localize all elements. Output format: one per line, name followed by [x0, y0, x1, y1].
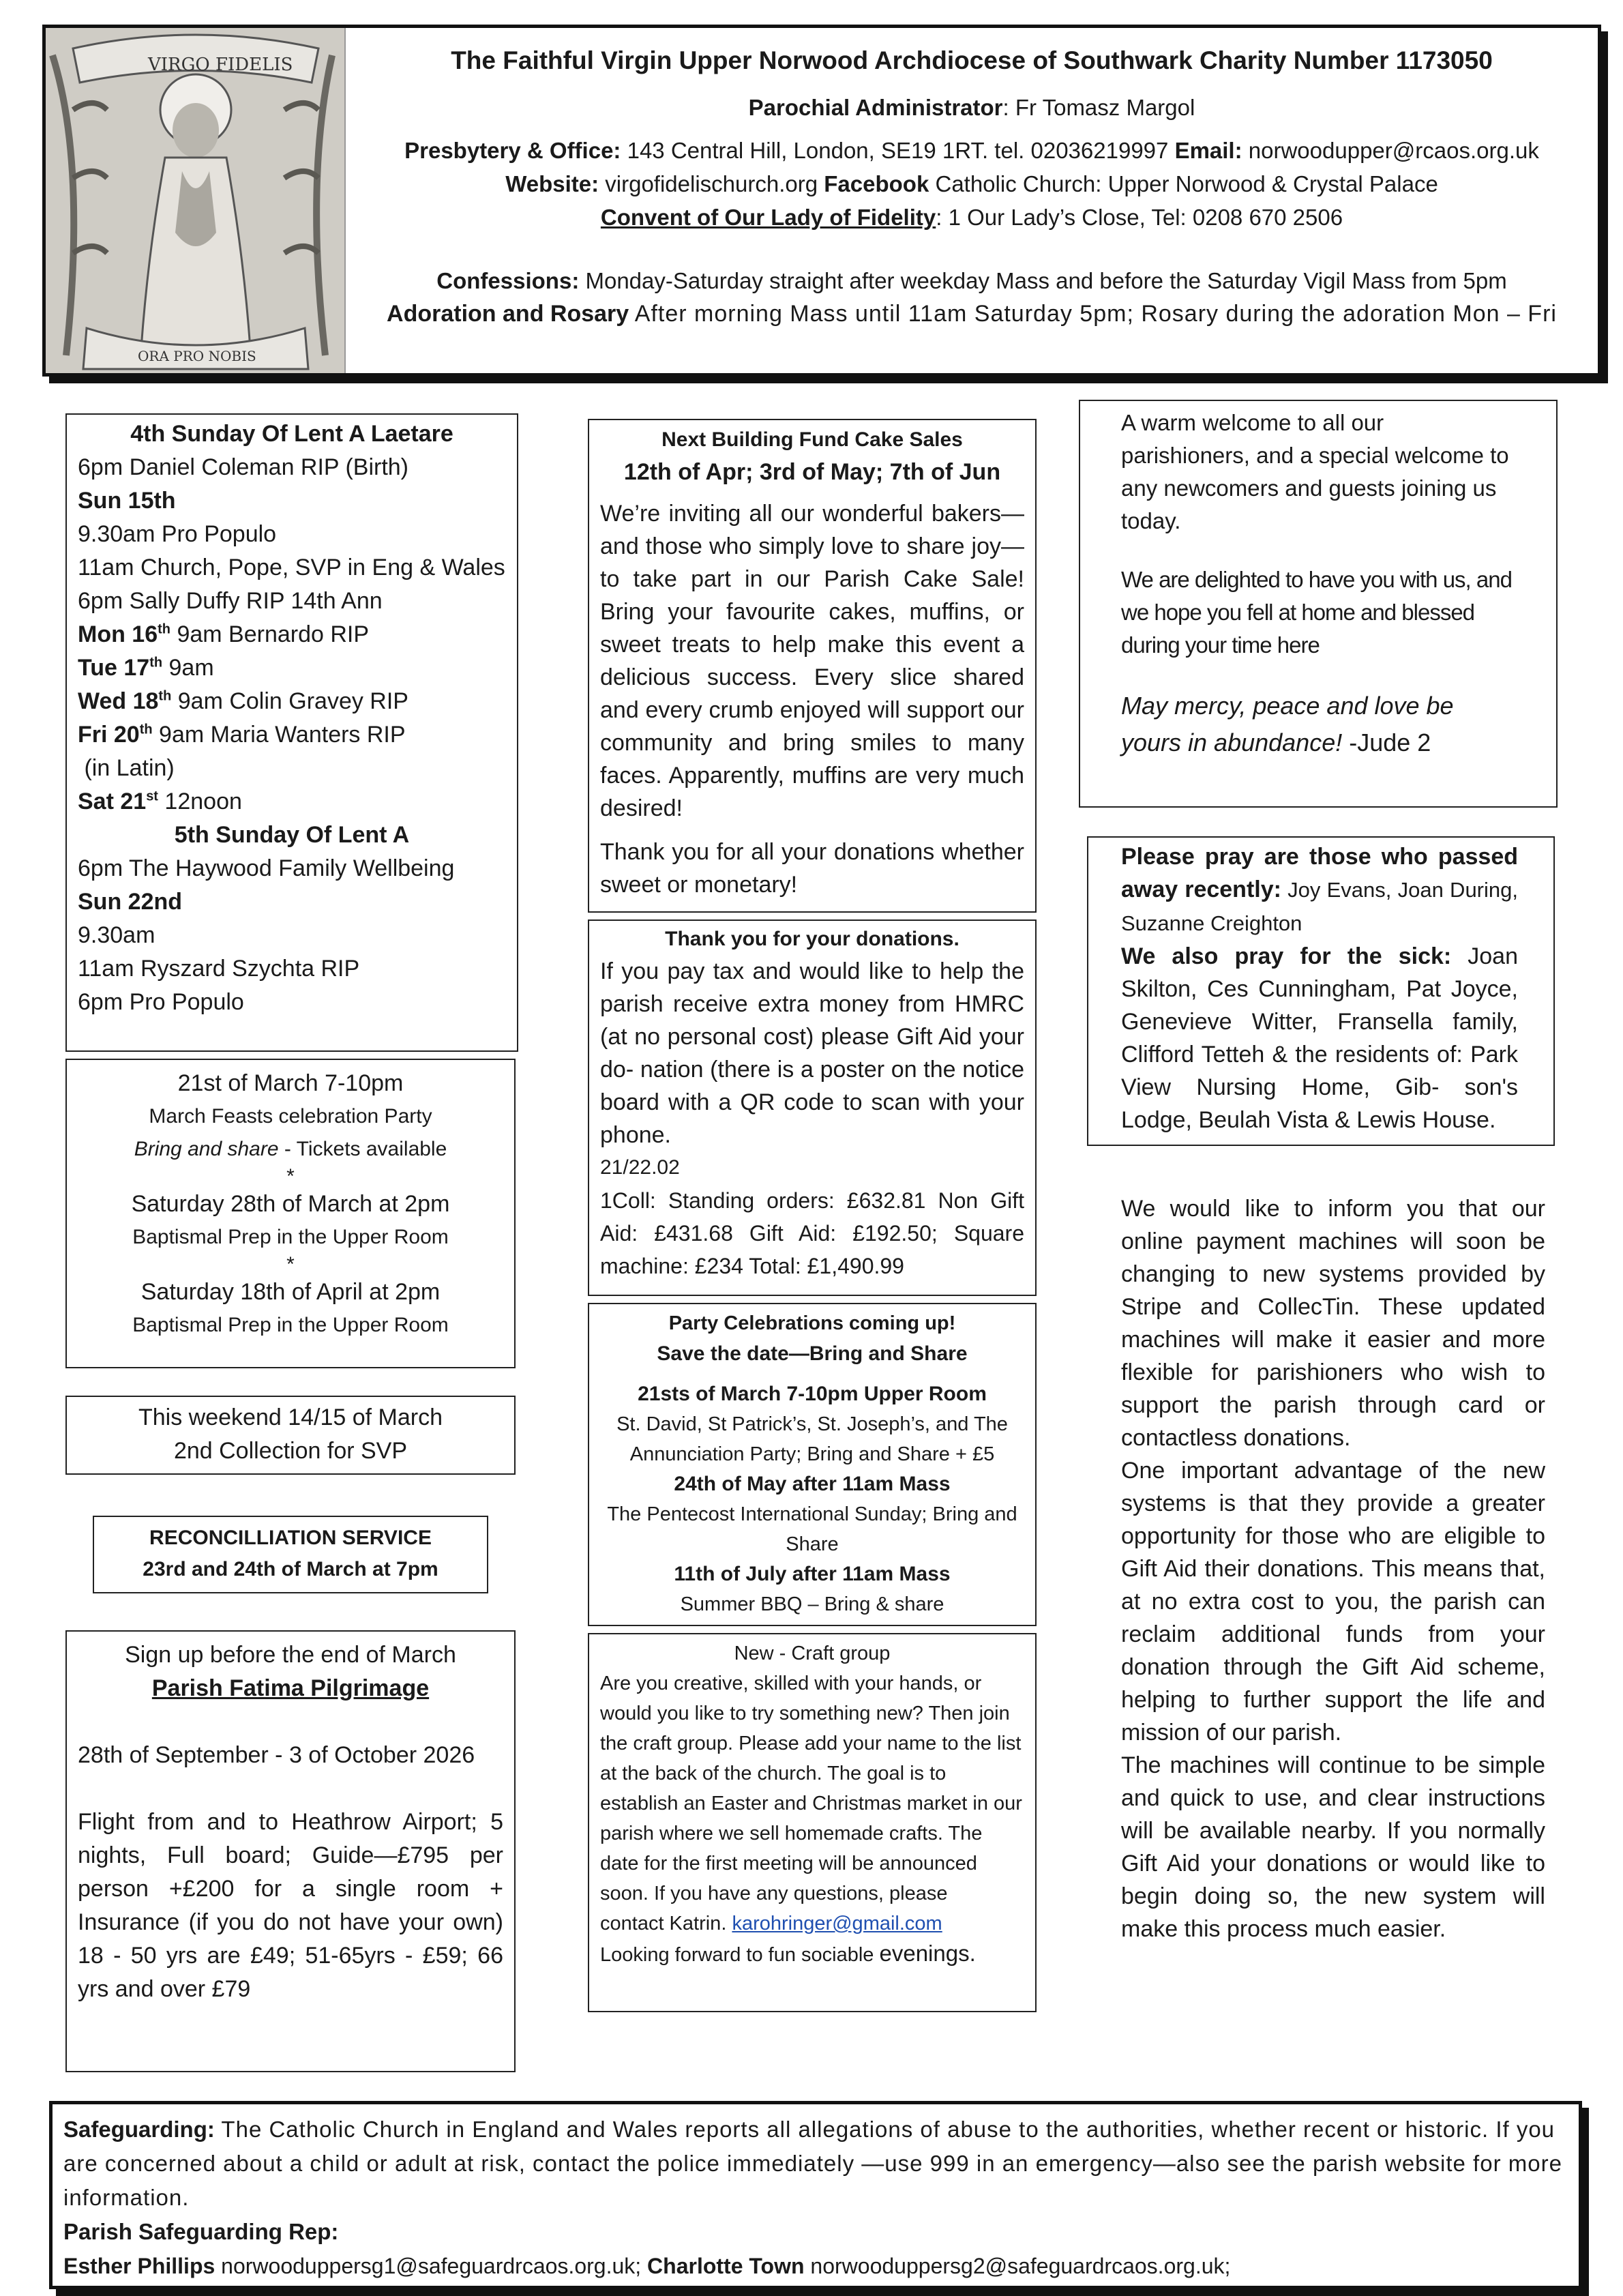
schedule-line: 11am Ryszard Szychta RIP: [78, 956, 360, 982]
donations-box: [588, 919, 1037, 1296]
event-date: Saturday 18th of April at 2pm: [140, 1279, 441, 1305]
pilgrimage-title: Parish Fatima Pilgrimage: [151, 1675, 430, 1701]
party-event-text: St. David, St Patrick’s, St. Joseph’s, and The Annunciation Party; Bring and Share + £5: [616, 1413, 1008, 1465]
event-title: Baptismal Prep in the Upper Room: [132, 1226, 449, 1248]
pilgrimage-box: [65, 1630, 516, 2072]
schedule-day-mon: Mon 16th 9am Bernardo RIP: [78, 621, 370, 647]
party-title: Party Celebrations coming up!: [668, 1312, 956, 1334]
cake-sale-thanks: Thank you for all your donations whether sweet or monetary!: [600, 839, 1024, 898]
party-event-title: 11th of July after 11am Mass: [674, 1563, 951, 1585]
prayers-sick: We also pray for the sick: Joan Skilton, Ces Cunningham, Pat Joyce, Genevieve Witter, Fransella family, Clifford Tetteh & the residents of: Park View Nursing Home, Gib- son's Lodge, Beulah Vista & Lewis House.: [1121, 943, 1518, 1133]
safeguarding-text: Safeguarding: The Catholic Church in England and Wales reports all allegations of abuse to the authorities, whether recent or historic. If you are concerned about a child or adult at risk, contact the police immediately —use 999 in an emergency—also see the parish website for more information.: [63, 2117, 1562, 2210]
event-date: Saturday 28th of March at 2pm: [131, 1191, 450, 1217]
cake-sale-dates: 12th of Apr; 3rd of May; 7th of Jun: [623, 459, 1001, 485]
craft-contact: contact Katrin. karohringer@gmail.com: [600, 1913, 942, 1934]
cake-sale-title: Next Building Fund Cake Sales: [661, 428, 963, 451]
statue-illustration: [46, 28, 346, 373]
schedule-line: 6pm Pro Populo: [78, 989, 244, 1015]
pilgrimage-dates: 28th of September - 3 of October 2026: [78, 1742, 475, 1768]
cake-sale-box: [588, 419, 1037, 913]
party-event-title: 24th of May after 11am Mass: [674, 1473, 951, 1495]
svp-line: This weekend 14/15 of March: [138, 1404, 443, 1430]
schedule-line: (in Latin): [78, 755, 175, 781]
schedule-title-lent4: 4th Sunday Of Lent A Laetare: [130, 421, 453, 447]
donations-title: Thank you for your donations.: [665, 928, 959, 950]
schedule-title-lent5: 5th Sunday Of Lent A: [174, 822, 410, 848]
confessions-line: Confessions: Monday-Saturday straight after weekday Mass and before the Saturday Vigil Mass from 5pm: [436, 268, 1507, 293]
craft-body: Are you creative, skilled with your hands, or would you like to try something new? Then join the craft group. Please add your name to the list at the back of the church. The goal is to establish an Easter and Christmas market in our parish where we sell homemade crafts. The date for the first meeting will be announced soon. If you have any questions, please: [600, 1673, 1022, 1904]
schedule-day-wed: Wed 18th 9am Colin Gravey RIP: [78, 688, 408, 714]
header-text: [346, 28, 1598, 373]
mass-schedule-box: [65, 413, 518, 1052]
payment-notice: [1121, 1192, 1545, 1945]
svp-line: 2nd Collection for SVP: [173, 1438, 408, 1464]
donations-figures: 1Coll: Standing orders: £632.81 Non Gift Aid: £431.68 Gift Aid: £192.50; Square machine: £234 Total: £1,490.99: [600, 1188, 1024, 1278]
pilgrimage-intro: Sign up before the end of March: [125, 1642, 456, 1668]
header-box: [42, 25, 1601, 377]
schedule-day-tue: Tue 17th 9am: [78, 655, 214, 681]
schedule-line: 6pm The Haywood Family Wellbeing: [78, 855, 455, 881]
party-box: [588, 1303, 1037, 1626]
reconciliation-box: [93, 1516, 488, 1593]
schedule-day-sat: Sat 21st 12noon: [78, 789, 242, 814]
schedule-day-fri: Fri 20th 9am Maria Wanters RIP: [78, 722, 406, 748]
welcome-delighted: We are delighted to have you with us, and we hope you fell at home and blessed during your time here: [1121, 567, 1512, 658]
schedule-line: 9.30am: [78, 922, 155, 948]
welcome-quote: May mercy, peace and love be yours in abundance! -Jude 2: [1121, 692, 1454, 756]
donations-date: 21/22.02: [600, 1156, 680, 1179]
payment-paragraph: We would like to inform you that our online payment machines will soon be changing to new systems provided by Stripe and CollecTin. These updated machines will make it easier and more flexible for parishioners who wish to support the parish through card or contactless donations.: [1121, 1196, 1545, 1451]
welcome-text: A warm welcome to all our parishioners, and a special welcome to any newcomers and guests joining us today.: [1121, 410, 1509, 533]
events-box: [65, 1059, 516, 1368]
statue-banner-bottom: ORA PRO NOBIS: [138, 348, 256, 364]
website-line: Website: virgofidelischurch.org Facebook Catholic Church: Upper Norwood & Crystal Palace: [505, 171, 1438, 196]
party-subtitle: Save the date—Bring and Share: [657, 1342, 968, 1365]
schedule-line: 6pm Sally Duffy RIP 14th Ann: [78, 588, 383, 614]
safeguarding-box: [49, 2101, 1582, 2289]
event-separator: *: [286, 1253, 295, 1276]
event-separator: *: [286, 1165, 295, 1188]
svp-collection-box: [65, 1396, 516, 1475]
schedule-day-sun22: Sun 22nd: [78, 889, 183, 915]
craft-title: New - Craft group: [734, 1643, 891, 1664]
event-title: March Feasts celebration Party: [149, 1105, 432, 1128]
cake-sale-body: We’re inviting all our wonderful bakers—and those who simply love to share joy—to take part in our Parish Cake Sale! Bring your favourite cakes, muffins, or sweet treats to help make this event a delicious success. Every slice shared and every crumb enjoyed will support our community and bring smiles to many faces. Apparently, muffins are very much desired!: [600, 501, 1024, 821]
safeguarding-reps: Esther Phillips norwooduppersg1@safeguardrcaos.org.uk; Charlotte Town norwooduppersg2@safeguardrcaos.org.uk;: [63, 2254, 1231, 2278]
schedule-line: 9.30am Pro Populo: [78, 521, 277, 547]
payment-paragraph: One important advantage of the new systems is that they provide a greater opportunity for those who are eligible to Gift Aid their donations. This means that, at no extra cost to you, the parish can reclaim additional funds from your donation through the Gift Aid scheme, helping to further support the life and mission of our parish.: [1121, 1458, 1545, 1746]
prayers-box: [1087, 836, 1555, 1146]
header-title: The Faithful Virgin Upper Norwood Archdiocese of Southwark Charity Number 1173050: [451, 46, 1493, 74]
virgo-fidelis-statue-image: [46, 28, 346, 373]
welcome-box: [1079, 400, 1558, 808]
prayers-passed: Please pray are those who passed away recently: Joy Evans, Joan During, Suzanne Creighton: [1121, 844, 1518, 935]
party-event-text: The Pentecost International Sunday; Bring and Share: [607, 1503, 1017, 1555]
craft-closing: Looking forward to fun sociable evenings.: [600, 1941, 976, 1966]
reconciliation-dates: 23rd and 24th of March at 7pm: [143, 1558, 438, 1580]
reconciliation-title: RECONCILLIATION SERVICE: [149, 1527, 432, 1549]
payment-paragraph: The machines will continue to be simple and quick to use, and clear instructions will be available nearby. If you normally Gift Aid your donations or would like to begin doing so, the new system will make this process much easier.: [1121, 1752, 1545, 1942]
schedule-line: 11am Church, Pope, SVP in Eng & Wales: [78, 555, 505, 580]
schedule-day-sun15: Sun 15th: [78, 488, 176, 514]
adoration-line: Adoration and Rosary After morning Mass until 11am Saturday 5pm; Rosary during the adoration Mon – Fri: [387, 301, 1557, 327]
admin-line: Parochial Administrator: Fr Tomasz Margol: [748, 95, 1195, 120]
event-note: Bring and share - Tickets available: [134, 1138, 447, 1160]
pilgrimage-details: Flight from and to Heathrow Airport; 5 nights, Full board; Guide—£795 per person +£200 for a single room + Insurance (if you do not have your own) 18 - 50 yrs are £49; 51-65yrs - £59; 66 yrs and over £79: [78, 1809, 503, 2002]
safeguarding-rep-label: Parish Safeguarding Rep:: [63, 2219, 339, 2244]
event-date: 21st of March 7-10pm: [177, 1070, 404, 1096]
craft-group-box: [588, 1633, 1037, 2012]
statue-banner-top: VIRGO FIDELIS: [148, 55, 293, 75]
schedule-line: 6pm Daniel Coleman RIP (Birth): [78, 454, 408, 480]
party-event-text: Summer BBQ – Bring & share: [680, 1593, 944, 1615]
presbytery-line: Presbytery & Office: 143 Central Hill, London, SE19 1RT. tel. 02036219997 Email: norwoodupper@rcaos.org.uk: [404, 138, 1539, 163]
craft-email-link[interactable]: karohringer@gmail.com: [732, 1913, 942, 1934]
donations-body: If you pay tax and would like to help the parish receive extra money from HMRC (at no personal cost) please Gift Aid your do- nation (there is a poster on the notice board with a QR code to scan with your phone.: [600, 958, 1024, 1148]
convent-line: Convent of Our Lady of Fidelity: 1 Our Lady’s Close, Tel: 0208 670 2506: [600, 205, 1343, 230]
event-title: Baptismal Prep in the Upper Room: [132, 1314, 449, 1336]
party-event-title: 21sts of March 7-10pm Upper Room: [638, 1383, 987, 1405]
